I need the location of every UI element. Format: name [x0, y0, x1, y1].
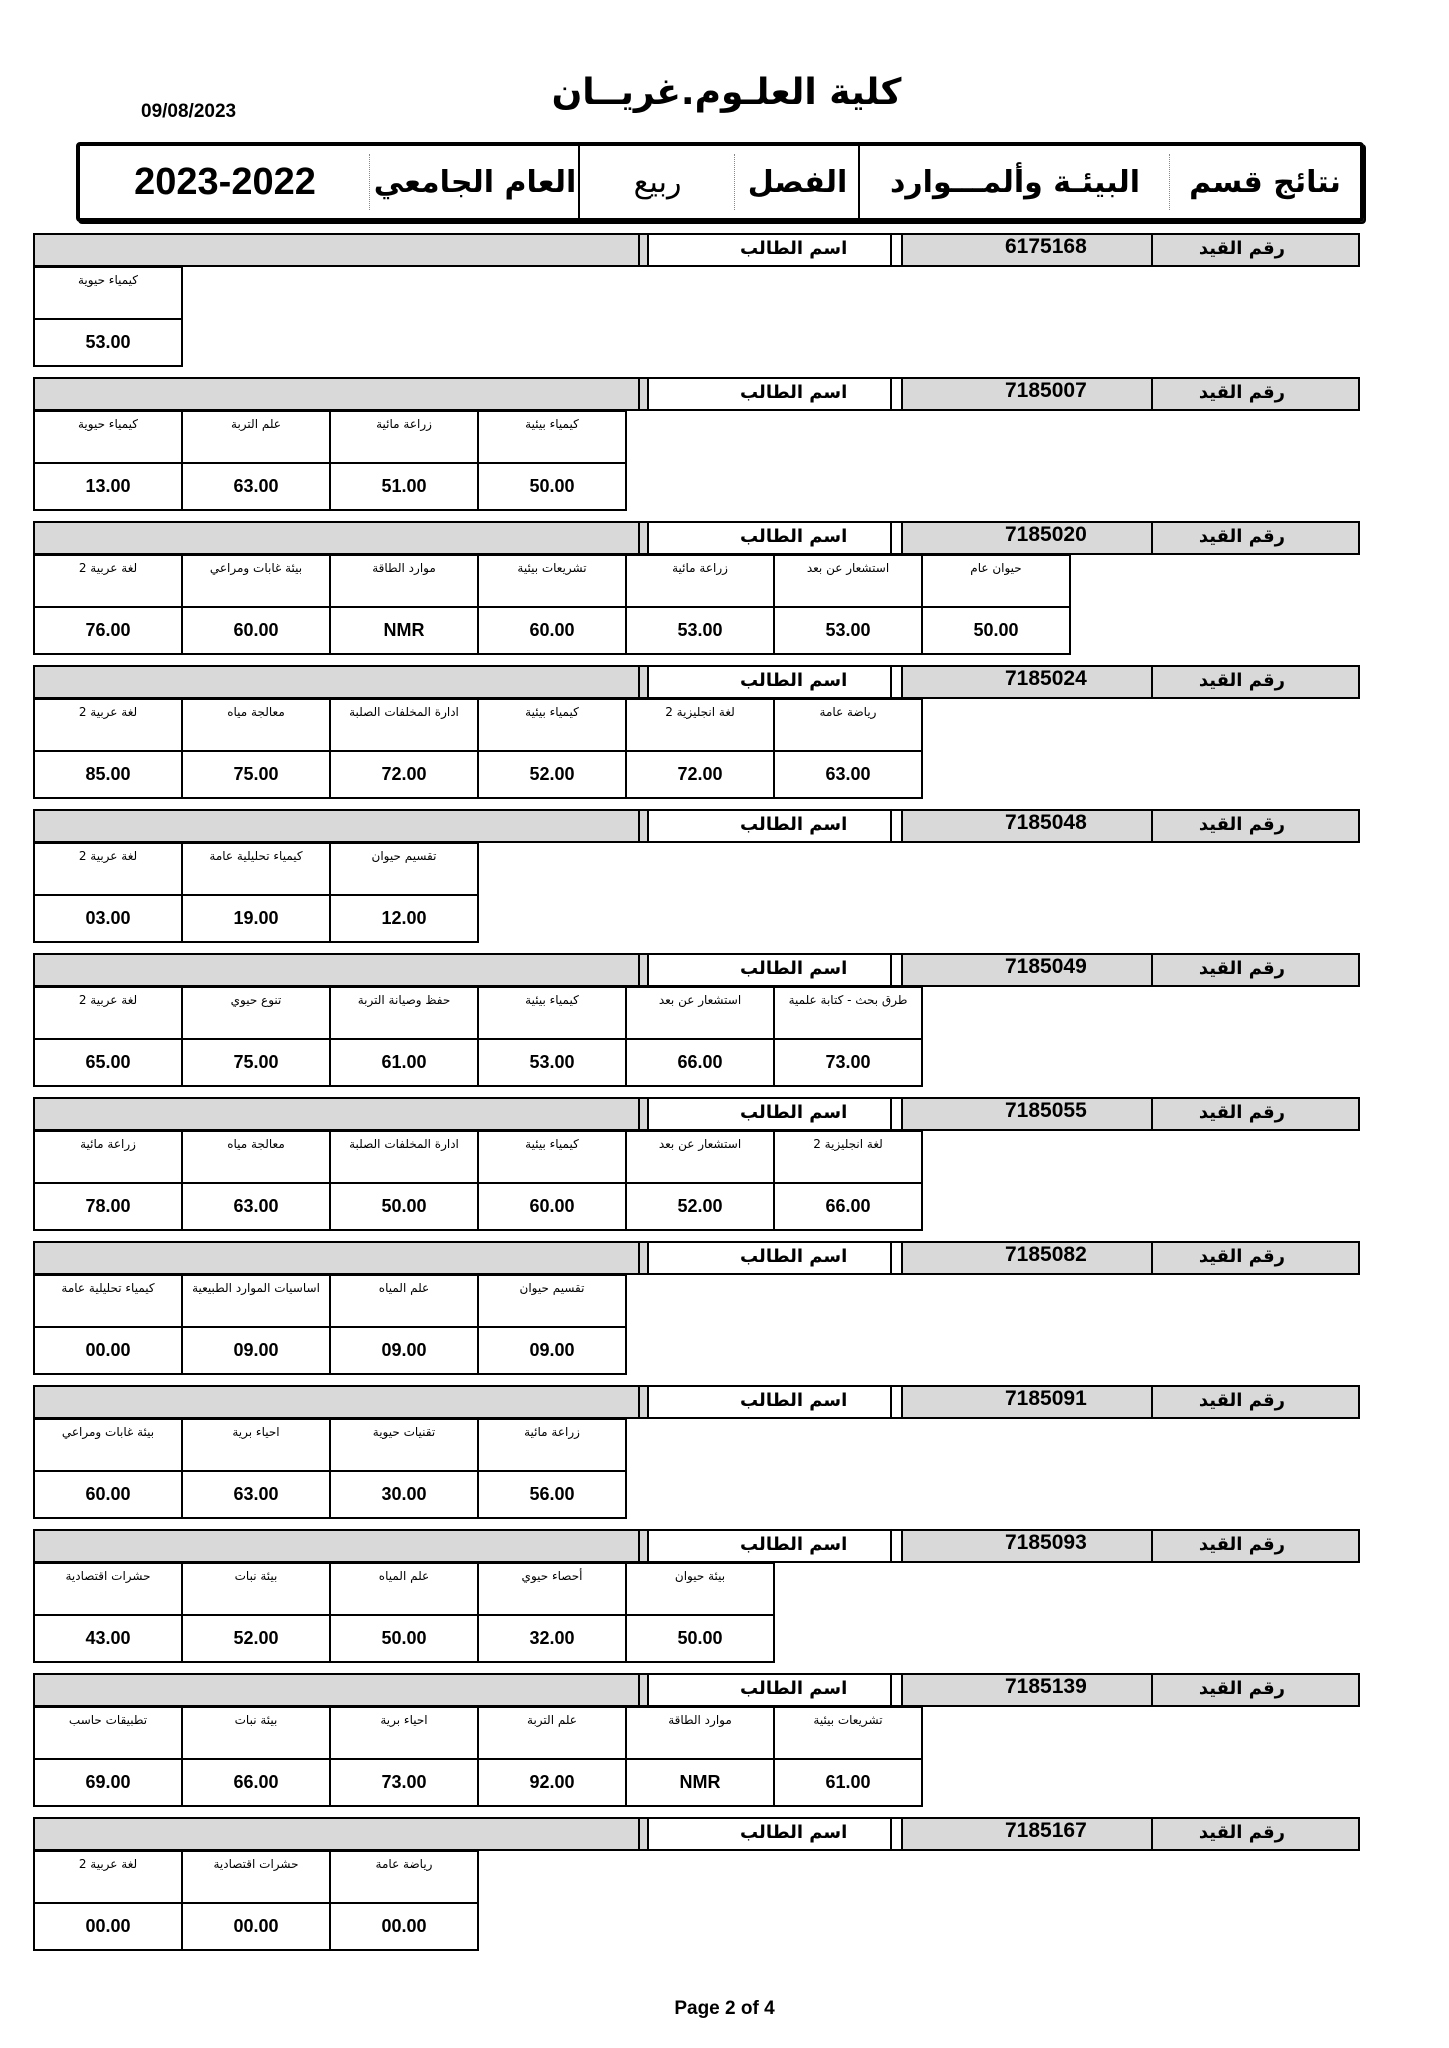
course-cell — [477, 698, 627, 799]
course-name: بيئة غابات ومراعي — [35, 1420, 181, 1472]
reg-no-value: 6175168 — [1005, 235, 1087, 258]
course-name: استشعار عن بعد — [775, 556, 921, 608]
reg-no-value: 7185082 — [1005, 1243, 1087, 1266]
course-grade: 30.00 — [381, 1484, 427, 1504]
course-name: تطبيقات حاسب — [35, 1708, 181, 1760]
course-grade: 63.00 — [825, 764, 871, 784]
course-name: لغة عربية 2 — [35, 1852, 181, 1904]
course-cell — [329, 1130, 479, 1231]
page-number: Page 2 of 4 — [674, 1998, 775, 2019]
course-name: بيئة نبات — [183, 1708, 329, 1760]
report-date: 09/08/2023 — [141, 101, 237, 122]
course-grade: 00.00 — [381, 1916, 427, 1936]
course-cell — [625, 554, 775, 655]
course-name: تشريعات بيئية — [479, 556, 625, 608]
course-grid — [33, 1562, 775, 1663]
reg-no-label: رقم القيد — [1198, 1246, 1285, 1267]
record-header — [33, 1673, 1360, 1707]
course-cell — [329, 410, 479, 511]
course-name: كيمياء تحليلية عامة — [183, 844, 329, 896]
course-cell — [181, 986, 331, 1087]
report-header-box — [76, 142, 1364, 222]
course-grid — [33, 410, 627, 511]
course-grade: 50.00 — [381, 1196, 427, 1216]
course-cell — [329, 698, 479, 799]
course-name: معالجة مياه — [183, 700, 329, 752]
course-grade: 00.00 — [85, 1916, 131, 1936]
semester-value: ربيع — [633, 164, 682, 200]
course-name: احياء برية — [183, 1420, 329, 1472]
course-grade: 52.00 — [677, 1196, 723, 1216]
course-grade: 76.00 — [85, 620, 131, 640]
student-name-label: اسم الطالب — [740, 1678, 848, 1699]
student-name-label: اسم الطالب — [740, 814, 848, 835]
reg-no-value: 7185139 — [1005, 1675, 1087, 1698]
course-cell — [773, 986, 923, 1087]
course-grade: 50.00 — [677, 1628, 723, 1648]
course-cell — [33, 1130, 183, 1231]
course-cell — [329, 986, 479, 1087]
course-grade: 78.00 — [85, 1196, 131, 1216]
course-cell — [477, 410, 627, 511]
course-cell — [329, 1562, 479, 1663]
course-name: اساسيات الموارد الطبيعية — [183, 1276, 329, 1328]
student-name-label: اسم الطالب — [740, 238, 848, 259]
course-cell — [625, 1562, 775, 1663]
course-name: علم المياه — [331, 1564, 477, 1616]
course-name: ادارة المخلفات الصلبة — [331, 700, 477, 752]
course-cell — [477, 1418, 627, 1519]
course-name: لغة عربية 2 — [35, 988, 181, 1040]
college-title: كلية العلـوم.غريــان — [551, 72, 902, 113]
student-name-label: اسم الطالب — [740, 1102, 848, 1123]
course-cell — [181, 1130, 331, 1231]
record-header — [33, 665, 1360, 699]
course-name: حفظ وصيانة التربة — [331, 988, 477, 1040]
course-grade: 56.00 — [529, 1484, 575, 1504]
course-cell — [477, 986, 627, 1087]
course-cell — [329, 554, 479, 655]
course-cell — [329, 1706, 479, 1807]
course-grid — [33, 698, 923, 799]
course-name: كيمياء حيوية — [35, 412, 181, 464]
course-grade: 60.00 — [233, 620, 279, 640]
course-name: حيوان عام — [923, 556, 1069, 608]
course-cell — [181, 1418, 331, 1519]
course-grade: 50.00 — [529, 476, 575, 496]
course-name: ادارة المخلفات الصلبة — [331, 1132, 477, 1184]
course-name: كيمياء بيئية — [479, 1132, 625, 1184]
course-grade: 72.00 — [677, 764, 723, 784]
course-grade: 51.00 — [381, 476, 427, 496]
course-grade: 63.00 — [233, 1484, 279, 1504]
reg-no-label: رقم القيد — [1198, 1102, 1285, 1123]
year-value: 2023-2022 — [134, 160, 316, 203]
course-grade: 72.00 — [381, 764, 427, 784]
reg-no-value: 7185055 — [1005, 1099, 1087, 1122]
course-name: موارد الطاقة — [627, 1708, 773, 1760]
course-cell — [181, 1562, 331, 1663]
reg-no-label: رقم القيد — [1198, 1534, 1285, 1555]
course-cell — [477, 1706, 627, 1807]
course-name: بيئة نبات — [183, 1564, 329, 1616]
course-grade: 52.00 — [529, 764, 575, 784]
reg-no-value: 7185091 — [1005, 1387, 1087, 1410]
reg-no-label: رقم القيد — [1198, 1678, 1285, 1699]
course-cell — [33, 410, 183, 511]
course-grade: 32.00 — [529, 1628, 575, 1648]
semester-label: الفصل — [747, 164, 848, 200]
student-name-label: اسم الطالب — [740, 526, 848, 547]
course-grid — [33, 1706, 923, 1807]
course-name: لغة عربية 2 — [35, 556, 181, 608]
course-name: علم التربة — [479, 1708, 625, 1760]
reg-no-value: 7185020 — [1005, 523, 1087, 546]
reg-no-value: 7185007 — [1005, 379, 1087, 402]
reg-no-label: رقم القيد — [1198, 382, 1285, 403]
course-name: معالجة مياه — [183, 1132, 329, 1184]
course-cell — [181, 410, 331, 511]
course-name: كيمياء بيئية — [479, 988, 625, 1040]
course-grade: 00.00 — [233, 1916, 279, 1936]
course-name: حشرات اقتصادية — [183, 1852, 329, 1904]
course-name: زراعة مائية — [479, 1420, 625, 1472]
course-name: موارد الطاقة — [331, 556, 477, 608]
course-cell — [477, 1130, 627, 1231]
course-cell — [773, 1130, 923, 1231]
course-grade: 73.00 — [825, 1052, 871, 1072]
reg-no-label: رقم القيد — [1198, 1390, 1285, 1411]
course-grade: 61.00 — [825, 1772, 871, 1792]
course-grid — [33, 1418, 627, 1519]
record-header — [33, 809, 1360, 843]
course-grade: 53.00 — [529, 1052, 575, 1072]
course-name: تقسيم حيوان — [479, 1276, 625, 1328]
course-grade: 65.00 — [85, 1052, 131, 1072]
course-grid — [33, 1274, 627, 1375]
course-name: لغة انجليزية 2 — [627, 700, 773, 752]
course-grade: 73.00 — [381, 1772, 427, 1792]
course-grid — [33, 842, 479, 943]
record-header — [33, 1385, 1360, 1419]
student-name-label: اسم الطالب — [740, 958, 848, 979]
course-cell — [33, 1562, 183, 1663]
course-grid — [33, 266, 183, 367]
student-name-label: اسم الطالب — [740, 1390, 848, 1411]
reg-no-value: 7185167 — [1005, 1819, 1087, 1842]
course-cell — [625, 1130, 775, 1231]
course-name: لغة انجليزية 2 — [775, 1132, 921, 1184]
course-grade: 50.00 — [381, 1628, 427, 1648]
course-name: أحصاء حيوي — [479, 1564, 625, 1616]
course-cell — [625, 986, 775, 1087]
course-cell — [181, 1706, 331, 1807]
course-grade: 53.00 — [85, 332, 131, 352]
course-cell — [181, 698, 331, 799]
course-cell — [33, 1274, 183, 1375]
reg-no-value: 7185024 — [1005, 667, 1087, 690]
course-grade: 09.00 — [529, 1340, 575, 1360]
course-name: تشريعات بيئية — [775, 1708, 921, 1760]
course-grade: 43.00 — [85, 1628, 131, 1648]
student-name-label: اسم الطالب — [740, 382, 848, 403]
course-name: لغة عربية 2 — [35, 844, 181, 896]
year-label: العام الجامعي — [373, 164, 577, 200]
course-cell — [625, 1706, 775, 1807]
course-cell — [33, 986, 183, 1087]
record-header — [33, 1241, 1360, 1275]
student-name-label: اسم الطالب — [740, 1246, 848, 1267]
reg-no-label: رقم القيد — [1198, 1822, 1285, 1843]
course-grade: 53.00 — [825, 620, 871, 640]
course-grade: 66.00 — [825, 1196, 871, 1216]
course-cell — [773, 1706, 923, 1807]
course-cell — [477, 554, 627, 655]
course-grade: 09.00 — [233, 1340, 279, 1360]
course-grade: 09.00 — [381, 1340, 427, 1360]
record-header — [33, 1097, 1360, 1131]
course-grade: 75.00 — [233, 764, 279, 784]
student-name-label: اسم الطالب — [740, 1822, 848, 1843]
record-header — [33, 1817, 1360, 1851]
record-header — [33, 233, 1360, 267]
course-cell — [477, 1274, 627, 1375]
record-header — [33, 953, 1360, 987]
course-name: تقنيات حيوية — [331, 1420, 477, 1472]
course-cell — [33, 698, 183, 799]
reg-no-value: 7185048 — [1005, 811, 1087, 834]
course-grade: NMR — [383, 620, 425, 640]
course-cell — [33, 1418, 183, 1519]
reg-no-label: رقم القيد — [1198, 958, 1285, 979]
course-cell — [33, 266, 183, 367]
course-grade: 60.00 — [85, 1484, 131, 1504]
course-cell — [329, 1274, 479, 1375]
course-cell — [773, 698, 923, 799]
course-grade: 12.00 — [381, 908, 427, 928]
course-grade: 85.00 — [85, 764, 131, 784]
student-name-label: اسم الطالب — [740, 1534, 848, 1555]
course-name: حشرات اقتصادية — [35, 1564, 181, 1616]
course-grade: 13.00 — [85, 476, 131, 496]
course-grade: 03.00 — [85, 908, 131, 928]
course-name: لغة عربية 2 — [35, 700, 181, 752]
course-name: زراعة مائية — [35, 1132, 181, 1184]
course-grade: 60.00 — [529, 620, 575, 640]
course-grid — [33, 554, 1071, 655]
course-grade: 53.00 — [677, 620, 723, 640]
course-cell — [773, 554, 923, 655]
course-name: زراعة مائية — [627, 556, 773, 608]
course-grade: 19.00 — [233, 908, 279, 928]
course-cell — [921, 554, 1071, 655]
course-cell — [181, 1274, 331, 1375]
course-grid — [33, 986, 923, 1087]
course-name: تنوع حيوي — [183, 988, 329, 1040]
reg-no-label: رقم القيد — [1198, 526, 1285, 547]
course-cell — [329, 1418, 479, 1519]
course-cell — [181, 842, 331, 943]
course-grade: 63.00 — [233, 476, 279, 496]
course-cell — [329, 842, 479, 943]
reg-no-label: رقم القيد — [1198, 814, 1285, 835]
course-name: استشعار عن بعد — [627, 988, 773, 1040]
course-name: احياء برية — [331, 1708, 477, 1760]
course-name: كيمياء تحليلية عامة — [35, 1276, 181, 1328]
course-cell — [181, 1850, 331, 1951]
course-name: علم المياه — [331, 1276, 477, 1328]
course-grade: 63.00 — [233, 1196, 279, 1216]
course-name: بيئة غابات ومراعي — [183, 556, 329, 608]
course-cell — [33, 842, 183, 943]
course-grid — [33, 1850, 479, 1951]
course-cell — [181, 554, 331, 655]
reg-no-label: رقم القيد — [1198, 670, 1285, 691]
course-grade: NMR — [679, 1772, 721, 1792]
course-cell — [625, 698, 775, 799]
course-name: علم التربة — [183, 412, 329, 464]
dept-value: البيئـة وألمـــوارد — [890, 164, 1141, 200]
course-grade: 61.00 — [381, 1052, 427, 1072]
course-name: رياضة عامة — [775, 700, 921, 752]
course-name: بيئة حيوان — [627, 1564, 773, 1616]
course-name: زراعة مائية — [331, 412, 477, 464]
course-name: كيمياء بيئية — [479, 412, 625, 464]
course-cell — [33, 554, 183, 655]
course-name: استشعار عن بعد — [627, 1132, 773, 1184]
reg-no-value: 7185093 — [1005, 1531, 1087, 1554]
course-cell — [33, 1850, 183, 1951]
course-grade: 60.00 — [529, 1196, 575, 1216]
course-grade: 69.00 — [85, 1772, 131, 1792]
course-name: كيمياء حيوية — [35, 268, 181, 320]
course-grade: 92.00 — [529, 1772, 575, 1792]
course-name: رياضة عامة — [331, 1852, 477, 1904]
dept-label: نتائج قسم — [1189, 164, 1341, 200]
course-cell — [477, 1562, 627, 1663]
student-name-label: اسم الطالب — [740, 670, 848, 691]
course-grade: 52.00 — [233, 1628, 279, 1648]
course-grade: 66.00 — [677, 1052, 723, 1072]
course-name: تقسيم حيوان — [331, 844, 477, 896]
course-grade: 66.00 — [233, 1772, 279, 1792]
record-header — [33, 1529, 1360, 1563]
record-header — [33, 521, 1360, 555]
reg-no-value: 7185049 — [1005, 955, 1087, 978]
course-cell — [33, 1706, 183, 1807]
course-grade: 00.00 — [85, 1340, 131, 1360]
reg-no-label: رقم القيد — [1198, 238, 1285, 259]
course-grid — [33, 1130, 923, 1231]
course-grade: 50.00 — [973, 620, 1019, 640]
record-header — [33, 377, 1360, 411]
course-cell — [329, 1850, 479, 1951]
course-grade: 75.00 — [233, 1052, 279, 1072]
course-name: طرق بحث - كتابة علمية — [775, 988, 921, 1040]
course-name: كيمياء بيئية — [479, 700, 625, 752]
